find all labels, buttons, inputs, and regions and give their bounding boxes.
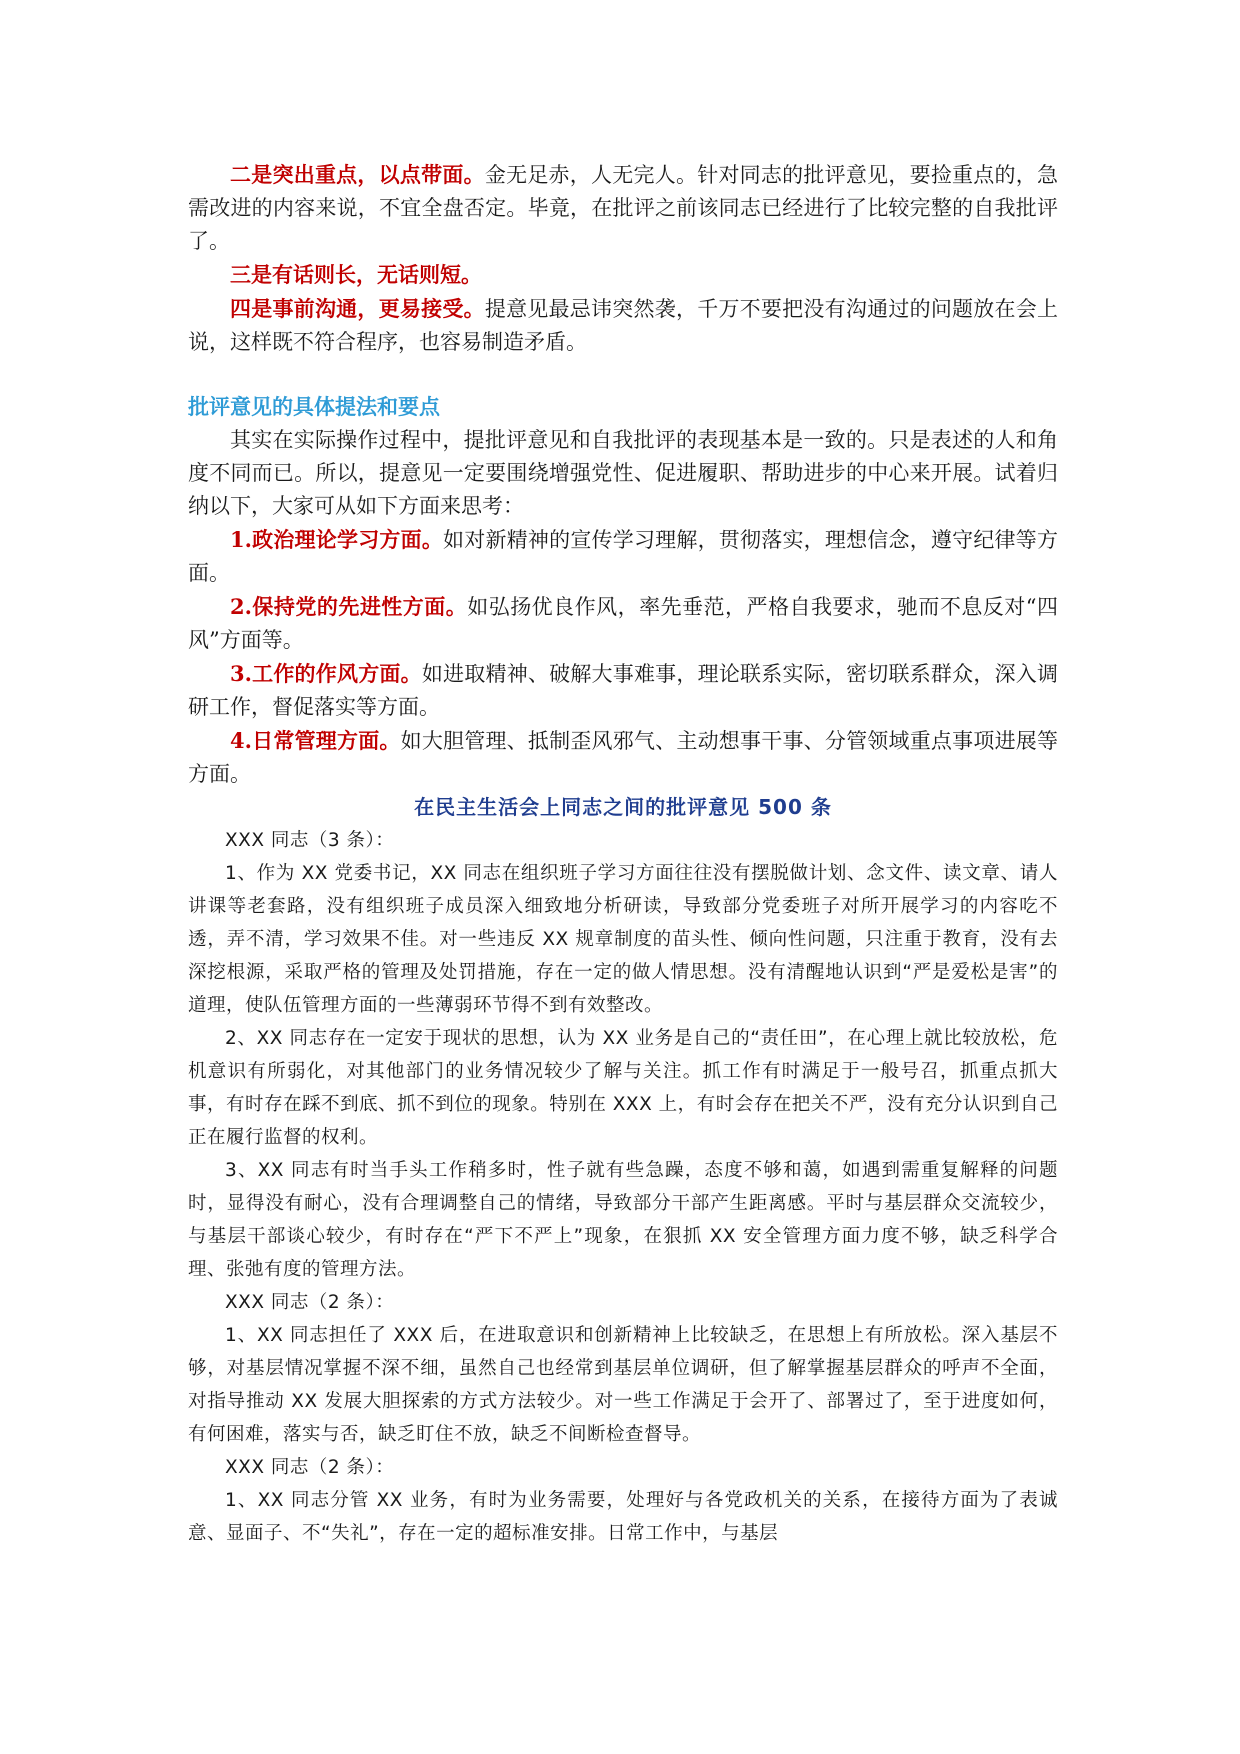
point-paragraph — [188, 657, 1058, 724]
point-lead: 4.日常管理方面。 — [230, 728, 401, 753]
point-paragraph — [188, 523, 1058, 590]
intro-paragraph: 其实在实际操作过程中，提批评意见和自我批评的表现基本是一致的。只是表述的人和角度不同而已。所以，提意见一定要围绕增强党性、促进履职、帮助进步的中心来开展。试着归纳以下，大家可从如下方面来思考： — [188, 428, 1058, 518]
point-body: 如弘扬优良作风，率先垂范，严格自我要求，驰而不息反对“四风”方面等。 — [188, 595, 1058, 652]
point-body: 如进取精神、破解大事难事，理论联系实际，密切联系群众，深入调研工作，督促落实等方面。 — [188, 662, 1058, 719]
group-label: XXX 同志（3 条）： — [225, 830, 395, 851]
critique-item: 1、XX 同志分管 XX 业务，有时为业务需要，处理好与各党政机关的关系，在接待方面为了表诚意、显面子、不“失礼”，存在一定的超标准安排。日常工作中，与基层 — [188, 1490, 1058, 1544]
critique-item: 3、XX 同志有时当手头工作稍多时，性子就有些急躁，态度不够和蔼，如遇到需重复解释的问题时，显得没有耐心，没有合理调整自己的情绪，导致部分干部产生距离感。平时与基层群众交流较少，与基层干部谈心较少，有时存在“严下不严上”现象，在狠抓 XX 安全管理方面力度不够，缺乏科学合理、张弛有度的管理方法。 — [188, 1160, 1058, 1280]
point-lead: 2.保持党的先进性方面。 — [230, 594, 468, 619]
principle-body: 提意见最忌讳突然袭，千万不要把没有沟通过的问题放在会上说，这样既不符合程序，也容易制造矛盾。 — [188, 297, 1058, 354]
point-paragraph — [188, 590, 1058, 657]
group-label: XXX 同志（2 条）： — [225, 1457, 395, 1478]
group-label: XXX 同志（2 条）： — [225, 1292, 395, 1313]
principle-lead: 二是突出重点，以点带面。 — [230, 162, 485, 187]
section-principles — [188, 158, 1058, 359]
critique-item: 2、XX 同志存在一定安于现状的思想，认为 XX 业务是自己的“责任田”，在心理上就比较放松，危机意识有所弱化，对其他部门的业务情况较少了解与关注。抓工作有时满足于一般号召，抓重点抓大事，有时存在踩不到底、抓不到位的现象。特别在 XXX 上，有时会存在把关不严，没有充分认识到自己正在履行监督的权利。 — [188, 1028, 1058, 1148]
spacer — [188, 359, 1058, 391]
point-body: 如对新精神的宣传学习理解，贯彻落实，理想信念，遵守纪律等方面。 — [188, 528, 1058, 585]
principle-paragraph-3 — [188, 258, 1058, 292]
critique-list — [188, 824, 1058, 1550]
point-body: 如大胆管理、抵制歪风邪气、主动想事干事、分管领域重点事项进展等方面。 — [188, 729, 1058, 786]
document-page — [188, 158, 1058, 1550]
principle-paragraph-2 — [188, 158, 1058, 258]
point-paragraph — [188, 724, 1058, 791]
point-lead: 1.政治理论学习方面。 — [230, 527, 444, 552]
critique-item: 1、作为 XX 党委书记，XX 同志在组织班子学习方面往往没有摆脱做计划、念文件、读文章、请人讲课等老套路，没有组织班子成员深入细致地分析研读，导致部分党委班子对所开展学习的内容吃不透，弄不清，学习效果不佳。对一些违反 XX 规章制度的苗头性、倾向性问题，只注重于教育，没有去深挖根源，采取严格的管理及处罚措施，存在一定的做人情思想。没有清醒地认识到“严是爱松是害”的道理，使队伍管理方面的一些薄弱环节得不到有效整改。 — [188, 863, 1058, 1016]
critique-item: 1、XX 同志担任了 XXX 后，在进取意识和创新精神上比较缺乏，在思想上有所放松。深入基层不够，对基层情况掌握不深不细，虽然自己也经常到基层单位调研，但了解掌握基层群众的呼声不全面，对指导推动 XX 发展大胆探索的方式方法较少。对一些工作满足于会开了、部署过了，至于进度如何，有何困难，落实与否，缺乏盯住不放，缺乏不间断检查督导。 — [188, 1325, 1058, 1445]
section-points — [188, 424, 1058, 791]
principle-body: 金无足赤，人无完人。针对同志的批评意见，要捡重点的，急需改进的内容来说，不宜全盘否定。毕竟，在批评之前该同志已经进行了比较完整的自我批评了。 — [188, 163, 1058, 253]
document-title: 在民主生活会上同志之间的批评意见 500 条 — [414, 795, 832, 819]
principle-lead: 三是有话则长，无话则短。 — [230, 262, 482, 287]
point-lead: 3.工作的作风方面。 — [230, 661, 422, 686]
principle-paragraph-4 — [188, 292, 1058, 359]
section-heading: 批评意见的具体提法和要点 — [188, 395, 440, 419]
principle-lead: 四是事前沟通，更易接受。 — [230, 296, 485, 321]
